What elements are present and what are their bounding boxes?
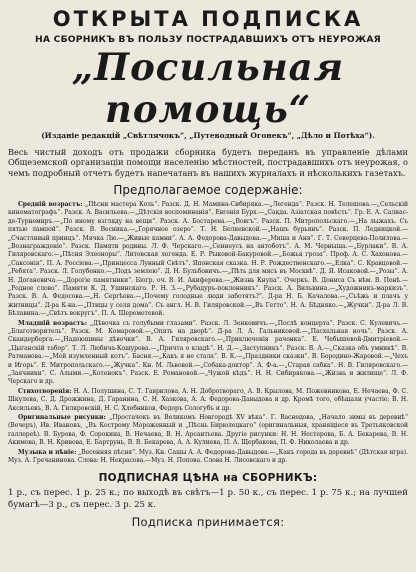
contents-section xyxy=(8,320,408,387)
contents-section xyxy=(8,388,408,413)
section-text: „Дѣвочка съ голубыми глазами“. Разск. Л. Зенковичъ.—„Послѣ концерта“. Разск. С. Кулевичъ.—„Благотворитель“. Разск. М. Комаровой.—„Опять на дворѣ“. Д-ра Л. А. Гальниковой.—„Пасхальная ночь“. Разск. А. Скандерберга.—„Надеюшины дѣвочки“. В. А. Гиляровскаго.—„Приключенія рачонка“. Е. Чебышевой-Дмитріевой.—„Цыганскій табор“. Т. Л. Любича-Кошурова.—„Причта о кладѣ“. Н. Д.—„Заступникъ“. Разск. В. А.—„Сказка объ умникѣ“. В. Ратманова.—„Мой изумленный котъ“. Басня.—„Какъ я не стала“. В. К.—„Праздники сказки“. В. Бородино-Жаровой.—„Чехъ и Игорь“. Е. Митропольскаго.—„Жучка“. Кн. М. Львовой.—„Собака-доктор“. А. Ф-а.—„Старая сабка“. Н. В. Гиляровскаго.—„Заячники“. С. Алыми.—„Котенокъ“. Разск. Е. Романовой.—„Чужой кѣдъ“. Н. Н. Сибирякова.—„Жизнь и жилище“. Л. Ф. Черскаго и др. xyxy=(8,319,408,386)
editors-line: (Изданіе редакцій „Свѣтлячокъ“, „Путеводный Огонекъ“, „Дѣло и Потѣха“). xyxy=(41,131,375,140)
notice-heading: ОТКРЫТА ПОДПИСКА xyxy=(52,7,364,31)
contents-section xyxy=(8,449,408,466)
intro-paragraph: Весь чистый доходъ отъ продажи сборника будетъ переданъ въ управленіе дѣлами Общеземской организаціи помощи населенію мѣстностей, пострадавшихъ отъ неурожая, о чемъ подробный отчетъ будетъ напечатанъ въ нашихъ журналахъ и нѣсколькихъ газетахъ. xyxy=(8,147,408,178)
contents-section xyxy=(8,201,408,319)
price-heading: ПОДПИСНАЯ ЦѢНА на СБОРНИКЪ: xyxy=(98,472,318,485)
section-text: „Простачокъ въ Великомъ Новгородѣ XV вѣка“. Г. Васнецова, „Начало зимы въ деревнѣ“ (Вечеръ), Ив. Ивановъ, „Въ Кострому Мороженный и „Пѣснь Бирюлецкаго“ (оригинальныя, хранящіеся въ Третьяковской галлереѣ). В. Бурова, Ф. Сорокина, В. Нечаева, В. Н. Арсантьева. Другіе рисунки: Н. Н. Нестерова, Б. А. Бекарева, В. Н. Акимова, В. Н. Кривова, Е. Бартрунь, В. В. Бекарева, А. А. Кулиева, П. А. Щербакова, П. Ф. Николаева и др. xyxy=(8,414,408,447)
accepting-heading: Подписка принимается: xyxy=(131,515,285,530)
collection-title: „Посильная помощь“ xyxy=(71,45,345,131)
notice-subheading: НА СБОРНИКЪ ВЪ ПОЛЬЗУ ПОСТРАДАВШИХЪ ОТЪ НЕУРОЖАЯ xyxy=(35,34,381,45)
contents-section xyxy=(8,414,408,448)
section-text: Н. А. Полушина, С. Т. Гаврилова, А. Н. Добротвораго, А. В. Крылова, М. Пожевникова, Е. Нечаева, Ф. С. Шкулева, С. Д. Дрожжина, Д. Гаранина, С. Н. Хаэкова, А. А. Федорова-Давыдова и др. Кромѣ того, обѣщали участіе: В. Н. Аксильевъ, В. А. Гиляровскій, Н. С. Хлебников, Федоръ Сологубъ и др. xyxy=(8,387,408,412)
section-label: Стихотворенія: xyxy=(18,387,72,395)
section-label: Младшій возрастъ: xyxy=(18,319,88,327)
contents-heading: Предполагаемое содержаніе: xyxy=(113,182,303,197)
section-text: „Пѣсни мастера Коль“. Разск. Д. Н. Мамина-Сибиряка.—„Легенда“. Разск. Н. Телешова.—„Сельскій кинематографъ“. Разск. А. Васильева.—„Дѣтскія воспоминанія“. Евгенія Бурх.—„Сакда. Азіатская повѣсть“. Гр. Е. А. Салиас-де-Турнемиръ.—„По иному взгляду на вещи“. Разск. А. Бостарева.—„Вовгъ“. Разск. П. Митропольскаго.—„На лыжахъ. Съ пятью лампой“. Разск. В. Весника.—„Горячное озеро“. Т. Н. Беляевской.—„Нашъ бурьянъ“. Разск. П. Ледницкой.—„Счастливый принцъ“. Мячка Лю.—„Живые камни“. А. А. Федорова-Давыдова.—„Миша и Аня“. Г. Т. Северцева-Полилова.—„Вознагражденіе“. Разск. Памяти родины. Л. Ф. Черскаго.—„Сеннеусъ на антоботъ“. А. М. Черныша.—„Бурлаки“. В. А. Гиляровскаго.—„Пѣсня Элеоноры“. Литовская легенда. Е. Р. Рыковой-Бакуровой.—„Божья гроза“. Проф. А. С. Хахонова.—„Саксонія“. П. А. Россіева.—„Принцесса Лунный Свѣтъ“. Японская сказка. Н. Р. Рождественскаго.—„Елка“. С. Кравцовой.—„Ребята“. Разск. Л. Голубенко.—„Подъ землею“. Д. Н. Бульбовичъ.—„Пѣть для мясъ въ Москвѣ“. Д. Я. Исаковой.—„Розы“. А. Н. Доганевича.—„Дорогіе памятники“. Біогр. оч. В. И. Акиферова.—„Жизнь Кнупа“. Очеркъ. В. Дониса Съ нѣм. В. Пенѣ.—„Родное слово“. Памяти К. Д. Ушинскаго. Р. Н. З.—„Рубадуръ-поклонникъ“. Разск. А. Вилькина.—„Художникъ-маркизъ“. Разск. В. А. Федосова.—„Н. Сергѣева.—„Почему голодные люди заботятъ?“. Д-ра Н. Б. Качалова.—„Съѣжь и плачъ у житницы“. Д-ра К-на.—„Птицы у селя дома“. Съ англ. Н. В. Гиляровской.—„Въ Гетто“. Н. А. Бѣдняко.—„Жучки“. Д-ра Л. В. Бѣлавина.—„Свѣтъ вокругъ“. П. А. Шереметевой. xyxy=(8,200,409,318)
section-label: Оригинальные рисунки: xyxy=(18,414,106,422)
price-text: 1 р., съ перес. 1 р. 25 к.; по выходѣ въ свѣтъ—1 р. 50 к., съ перес. 1 р. 75 к.; на лучшей бумагѣ—3 р., съ перес. 3 р. 25 к. xyxy=(8,488,408,510)
contents-list xyxy=(8,201,408,466)
section-label: Музыка и пѣніе: xyxy=(18,448,77,456)
section-text: „Весенняя пѣсня“. Муз. Кн. Сашы А. А. Федорова-Давыдова.—„Какъ города въ деревнѣ“ (Дѣтская игра). Муз. А. Гречанинова. Слова: Н. Некрасова.—Муз. Н. Попова. Слова Н. Лисовскаго и др. xyxy=(8,448,408,465)
section-label: Средній возрастъ: xyxy=(18,200,83,208)
